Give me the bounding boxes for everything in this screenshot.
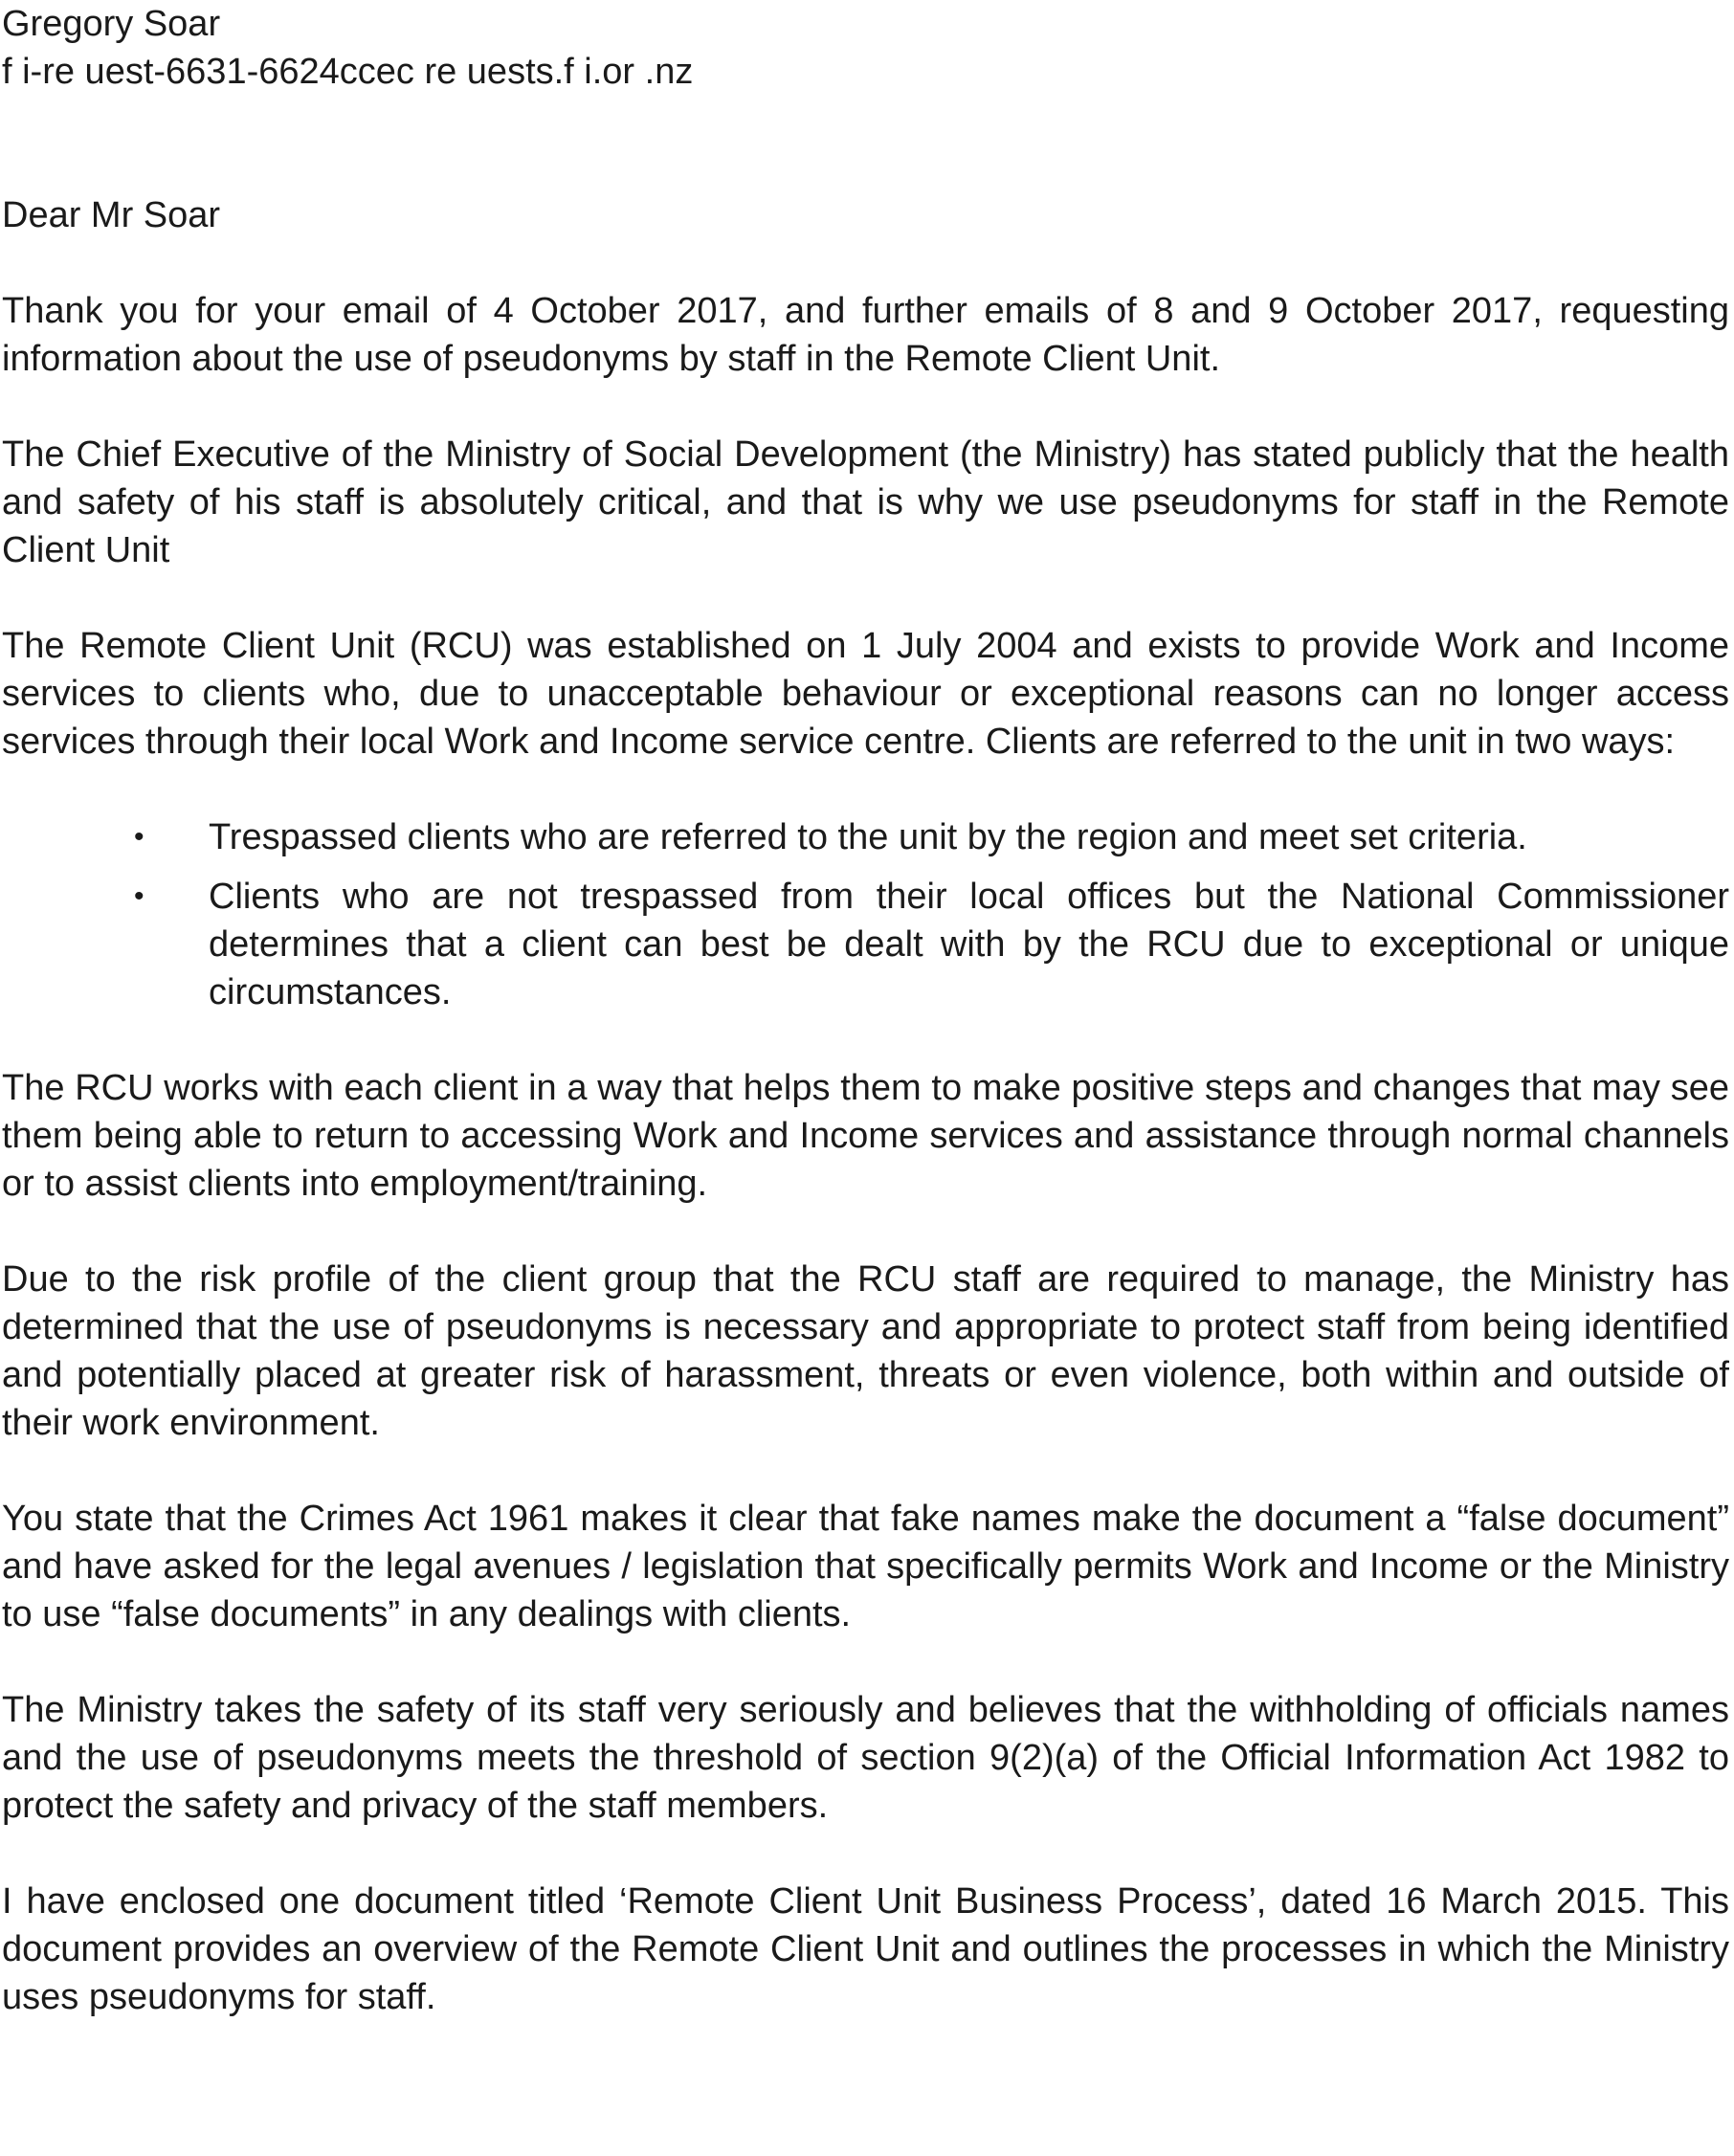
bullet-icon: •: [134, 821, 144, 853]
salutation: Dear Mr Soar: [2, 195, 221, 235]
list-item-text: Trespassed clients who are referred to the unit by the region and meet set criteria.: [209, 817, 1527, 857]
referral-list: [2, 813, 1729, 1016]
list-item: [2, 873, 1729, 1016]
list-item: [2, 813, 1729, 861]
paragraph-chief-executive: The Chief Executive of the Ministry of Social Development (the Ministry) has stated publicly that the health and safety of his staff is absolutely critical, and that is why we use pseudonyms for staff in the Remote Client Unit: [2, 434, 1729, 570]
bullet-icon: •: [134, 880, 144, 912]
list-item-text: Clients who are not trespassed from their local offices but the National Commissioner determines that a client can best be dealt with by the RCU due to exceptional or unique circumstances.: [209, 877, 1729, 1012]
recipient-name: Gregory Soar: [2, 4, 221, 44]
paragraph-risk-profile: Due to the risk profile of the client group that the RCU staff are required to manage, the Ministry has determined that the use of pseudonyms is necessary and appropriate to protect staff from being identified and potentially placed at greater risk of harassment, threats or even violence, both within and outside of their work environment.: [2, 1259, 1729, 1443]
recipient-email: f i-re uest-6631-6624ccec re uests.f i.or .nz: [2, 52, 694, 92]
paragraph-rcu-established: The Remote Client Unit (RCU) was established on 1 July 2004 and exists to provide Work and Income services to clients who, due to unacceptable behaviour or exceptional reasons can no longer access services through their local Work and Income service centre. Clients are referred to the unit in two ways:: [2, 626, 1729, 762]
paragraph-enclosed: I have enclosed one document titled ‘Remote Client Unit Business Process’, dated 16 March 2015. This document provides an overview of the Remote Client Unit and outlines the processes in which the Ministry uses pseudonyms for staff.: [2, 1881, 1729, 2017]
paragraph-intro: Thank you for your email of 4 October 2017, and further emails of 8 and 9 October 2017, requesting information about the use of pseudonyms by staff in the Remote Client Unit.: [2, 291, 1729, 379]
paragraph-crimes-act: You state that the Crimes Act 1961 makes it clear that fake names make the document a “false document” and have asked for the legal avenues / legislation that specifically permits Work and Income or the Ministry to use “false documents” in any dealings with clients.: [2, 1499, 1729, 1634]
paragraph-safety: The Ministry takes the safety of its staff very seriously and believes that the withholding of officials names and the use of pseudonyms meets the threshold of section 9(2)(a) of the Official Information Act 1982 to protect the safety and privacy of the staff members.: [2, 1690, 1729, 1826]
spacer: [2, 96, 1729, 191]
paragraph-rcu-works: The RCU works with each client in a way that helps them to make positive steps and changes that may see them being able to return to accessing Work and Income services and assistance through normal channels or to assist clients into employment/training.: [2, 1068, 1729, 1204]
